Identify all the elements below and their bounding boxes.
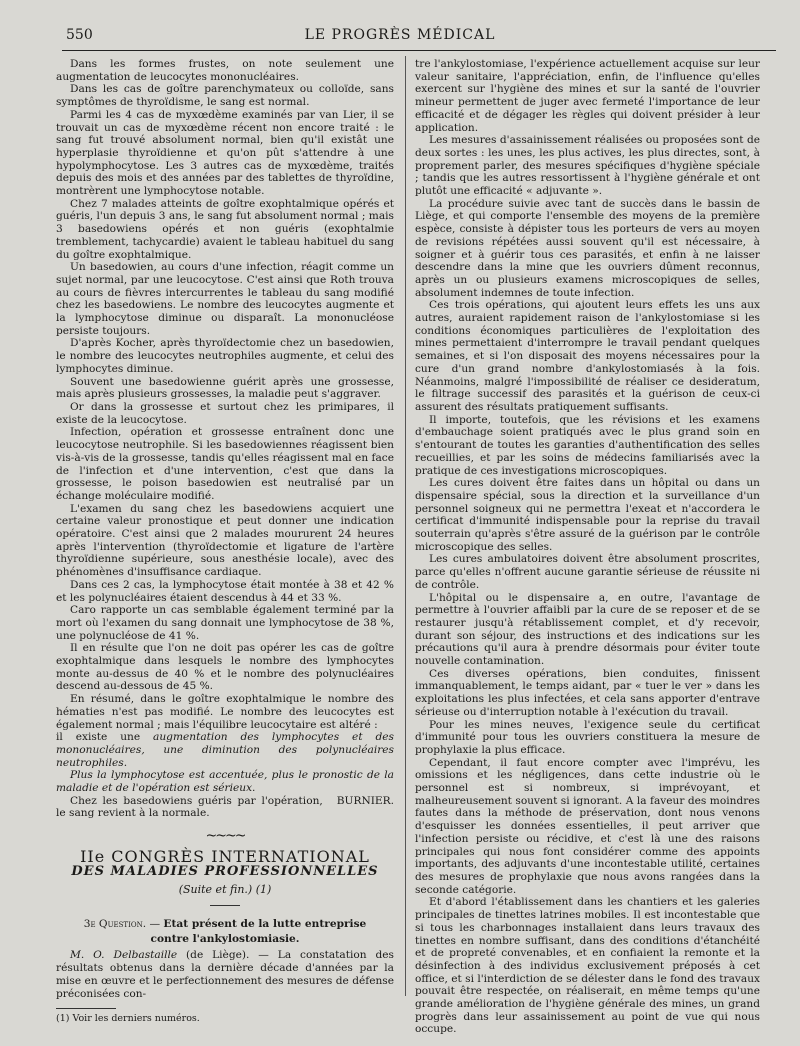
- footnote-rule: [56, 1008, 116, 1009]
- paragraph: Dans les formes frustes, on note seulement une augmentation de leucocytes mononucléaires.: [56, 58, 394, 83]
- paragraph: Un basedowien, au cours d'une infection, réagit comme un sujet normal, par une leucocytose. C'est ainsi que Roth trouva au cours de fièvres intercurrentes le tableau du sang modifié chez les basedowiens. Le nombre des leucocytes augmente et la lymphocytose diminue ou disparaît. La mononucléose persiste toujours.: [56, 261, 394, 337]
- paragraph: Or dans la grossesse et surtout chez les primipares, il existe de la leucocytose.: [56, 400, 394, 426]
- paragraph: Cependant, il faut encore compter avec l'imprévu, les omissions et les négligences, dans cette industrie où le personnel est si nombreux, si imprévoyant, et malheureusement souvent si ignorant. A la faveur des moindres fautes dans la méthode de préservation, dont nous venons d'esquisser les données essentielles, il peut arriver que l'infection persiste ou récidive, et c'est là une des raisons principales qui nous font considérer comme des appoints importants, des adjuvants d'une incontestable utilité, certaines des mesures de prophylaxie que nous avons rangées dans la seconde catégorie.: [415, 756, 760, 896]
- ornament-divider: ~~~~: [205, 828, 245, 845]
- paragraph: Il importe, toutefois, que les révisions et les examens d'embauchage soient pratiqués avec le plus grand soin en s'entourant de toutes les garanties d'authentification des selles recueillies, et par les soins de médecins familiarisés avec la pratique de ces investigations microscopiques.: [415, 413, 760, 477]
- paragraph: Infection, opération et grossesse entraînent donc une leucocytose neutrophile. Si les basedowiennes réagissent bien vis-à-vis de la grossesse, tandis qu'elles réagissent mal en face de l'infection et d'une intervention, c'est que dans la grossesse, le poison basedowien est neutralisé par un échange moléculaire modifié.: [56, 426, 394, 502]
- paragraph: En résumé, dans le goître exophtalmique le nombre des hématies n'est pas modifié. Le nombre des leucocytes est également normal ; mais l'équilibre leucocytaire est altéré :: [56, 693, 394, 731]
- paragraph: Souvent une basedowienne guérit après une grossesse, mais après plusieurs grossesses, la maladie peut s'aggraver.: [56, 375, 394, 401]
- question-title: Etat présent de la lutte entreprise: [163, 918, 367, 930]
- paragraph: Pour les mines neuves, l'exigence seule du certificat d'immunité pour tous les ouvriers constituera la mesure de prophylaxie la plus efficace.: [415, 718, 760, 756]
- paragraph: Les cures ambulatoires doivent être absolument proscrites, parce qu'elles n'offrent aucune garantie sérieuse de réussite ni de contrôle.: [415, 553, 760, 591]
- short-rule: [210, 905, 240, 906]
- paragraph: Dans les cas de goître parenchymateux ou colloïde, sans symptômes de thyroïdisme, le sang est normal.: [56, 83, 394, 109]
- paragraph: La procédure suivie avec tant de succès dans le bassin de Liège, et qui comporte l'ensemble des moyens de la première espèce, consiste à dépister tous les porteurs de vers au moyen de revisions répétées aussi souvent qu'il est nécessaire, à soigner et à guérir tous ces parasités, et enfin à ne laisser descendre dans la mine que les ouvriers dûment reconnus, après un ou plusieurs examens microscopiques de selles, absolument indemnes de toute infection.: [415, 197, 760, 299]
- question-heading: [56, 918, 394, 931]
- paragraph: L'hôpital ou le dispensaire a, en outre, l'avantage de permettre à l'ouvrier affaibli par la cure de se reposer et de se restaurer jusqu'à rétablissement complet, et d'y recevoir, durant son séjour, des instructions et des indications sur les précautions qu'il aura à prendre désormais pour éviter toute nouvelle contamination.: [415, 591, 760, 668]
- author-signature: BURNIER.: [336, 794, 394, 807]
- paragraph: D'après Kocher, après thyroïdectomie chez un basedowien, le nombre des leucocytes neutrophiles augmente, et celui des lymphocytes diminue.: [56, 337, 394, 375]
- speaker-text: La constatation des résultats obtenus dans la dernière décade d'années par la mise en œuvre et le perfectionnement des mesures de défense préconisées con-: [56, 949, 394, 1000]
- paragraph: Parmi les 4 cas de myxœdème examinés par van Lier, il se trouvait un cas de myxœdème récent non encore traité : le sang fut trouvé absolument normal, bien qu'il existât une hyperplasie thyroïdienne et qu'on pût s'attendre à une hypolymphocytose. Les 3 autres cas de myxœdème, traités depuis des mois et des années par des tablettes de thyroïdine, montrèrent une lymphocytose notable.: [56, 108, 394, 198]
- paragraph: tre l'ankylostomiase, l'expérience actuellement acquise sur leur valeur sanitaire, l'appréciation, enfin, de l'influence qu'elles exercent sur l'hygiène des mines et sur la santé de l'ouvrier mineur permettent de juger avec fermeté l'importance de leur efficacité et de dégager les règles qui doivent présider à leur application.: [415, 58, 760, 134]
- page-header: [0, 0, 800, 56]
- paragraph: Les mesures d'assainissement réalisées ou proposées sont de deux sortes : les unes, les plus actives, les plus directes, sont, à proprement parler, des mesures spécifiques d'hygiène spéciale ; tandis que les autres ressortissent à l'hygiène générale et ont plutôt une efficacité « adjuvante ».: [415, 134, 760, 198]
- header-rule: [62, 50, 776, 51]
- paragraph: Ces trois opérations, qui ajoutent leurs effets les uns aux autres, auraient rapidement raison de l'ankylostomiase si les conditions économiques particulières de l'exploitation des mines permettaient d'interrompre le travail pendant quelques semaines, et si l'on disposait des moyens nécessaires pour la cure d'un grand nombre d'ankylostomiasés à la fois. Néanmoins, malgré l'impossibilité de réaliser ce desideratum, le filtrage successif des parasités et la guérison de ceux-ci assurent des résultats pratiquement suffisants.: [415, 299, 760, 413]
- summary-plain: il existe une: [56, 731, 141, 744]
- speaker-paragraph: [56, 949, 394, 1000]
- closing-paragraph: Chez les basedowiens guéris par l'opération, le sang revient à la normale.: [56, 794, 323, 820]
- summary-paragraph: [56, 731, 394, 769]
- summary-italic: augmentation des lymphocytes et des mononucléaires, une diminution des polynucléaires neutrophiles.: [56, 731, 394, 769]
- speaker-place: (de Liège). —: [186, 949, 269, 962]
- paragraph: Chez 7 malades atteints de goître exophtalmique opérés et guéris, l'un depuis 3 ans, le sang fut absolument normal ; mais 3 basedowiens opérés et non guéris (exophtalmie tremblement, tachycardie) avaient le tableau habituel du sang du goître exophtalmique.: [56, 197, 394, 261]
- italic-paragraph: Plus la lymphocytose est accentuée, plus le pronostic de la maladie et de l'opération est sérieux.: [56, 769, 394, 795]
- question-title-continued: contre l'ankylostomiasie.: [150, 932, 300, 945]
- footnote: (1) Voir les derniers numéros.: [56, 1013, 200, 1025]
- section-title: IIe CONGRÈS INTERNATIONAL: [80, 846, 370, 866]
- paragraph: Et d'abord l'établissement dans les chantiers et les galeries principales de tinettes latrines mobiles. Il est incontestable que si tous les charbonnages installaient dans leurs travaux des tinettes en nombre suffisant, dans des conditions d'étanchéité et de propreté convenables, et en confiaient la remonte et la désinfection à des individus exclusivement préposés à cet office, et si l'interdiction de se délester dans le fond des travaux pouvait être respectée, on réaliserait, en même temps qu'une grande amélioration de l'hygiène générale des mines, un grand progrès dans leur assainissement au point de vue qui nous occupe.: [415, 896, 760, 1036]
- closing-line: [56, 795, 394, 820]
- right-column: [415, 58, 760, 1036]
- paragraph: Il en résulte que l'on ne doit pas opérer les cas de goître exophtalmique dans lesquels le nombre des lymphocytes monte au-dessus de 40 % et le nombre des polynucléaires descend au-dessous de 45 %.: [56, 642, 394, 693]
- section-subtitle: DES MALADIES PROFESSIONNELLES: [71, 863, 379, 879]
- journal-title: LE PROGRÈS MÉDICAL: [304, 27, 496, 43]
- speaker-name: M. O. Delbastaille: [70, 949, 178, 962]
- question-label: 3e Question. —: [83, 918, 161, 930]
- paragraph: Les cures doivent être faites dans un hôpital ou dans un dispensaire spécial, sous la direction et la surveillance d'un personnel soigneux qui ne permettra l'exeat et n'accordera le certificat d'immunité indispensable pour la reprise du travail souterrain qu'après s'être assuré de la guérison par le contrôle microscopique des selles.: [415, 477, 760, 553]
- page-number: 550: [66, 27, 93, 43]
- left-column: [56, 58, 394, 1026]
- column-divider: [405, 56, 406, 996]
- section-note: (Suite et fin.) (1): [178, 883, 272, 897]
- paragraph: Caro rapporte un cas semblable également terminé par la mort où l'examen du sang donnait une lymphocytose de 38 %, une polynucléose de 41 %.: [56, 604, 394, 642]
- paragraph: Ces diverses opérations, bien conduites, finissent immanquablement, le temps aidant, par « tuer le ver » dans les exploitations les plus infectées, et cela sans apporter d'entrave sérieuse ou d'interruption notable à l'exécution du travail.: [415, 667, 760, 718]
- paragraph: Dans ces 2 cas, la lymphocytose était montée à 38 et 42 % et les polynucléaires étaient descendus à 44 et 33 %.: [56, 578, 394, 604]
- paragraph: L'examen du sang chez les basedowiens acquiert une certaine valeur pronostique et peut donner une indication opératoire. C'est ainsi que 2 malades moururent 24 heures après l'intervention (thyroïdectomie et ligature de l'artère thyroïdienne supérieure, sous anesthésie locale), avec des phénomènes d'insuffisance cardiaque.: [56, 502, 394, 579]
